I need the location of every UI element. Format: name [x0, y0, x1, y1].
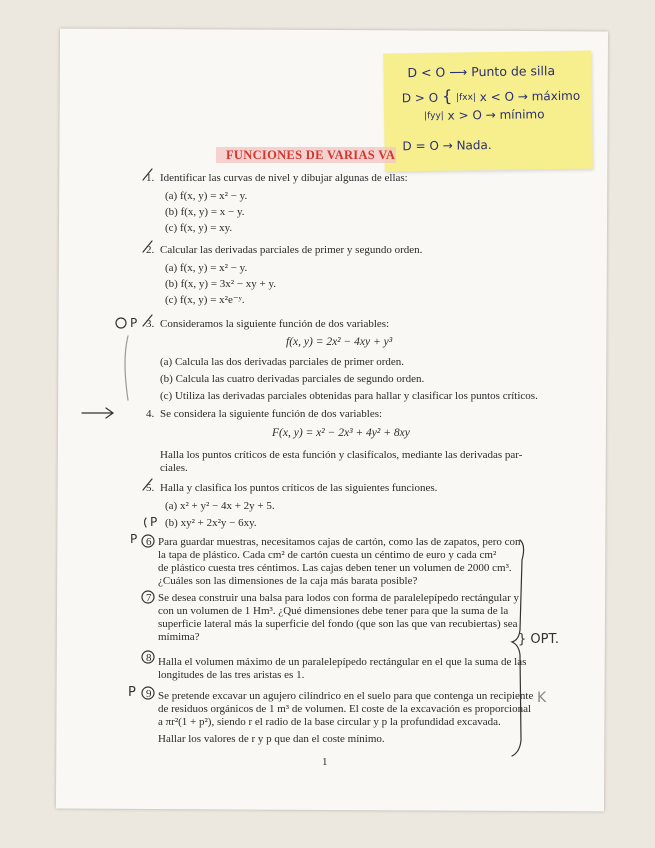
ex2-statement: Calcular las derivadas parciales de primer y segundo orden. [160, 244, 423, 256]
ex9-line1: Se pretende excavar un agujero cilíndrico en el suelo para que contenga un recipiente [158, 690, 534, 702]
page-title: FUNCIONES DE VARIAS VA [226, 148, 396, 162]
sticky-note [383, 51, 593, 172]
ex3-formula: f(x, y) = 2x² − 4xy + y³ [286, 336, 393, 348]
ex2-number: 2. [146, 244, 155, 256]
ex9-line2: de residuos orgánicos de 1 m³ de volumen. El coste de la excavación es proporcional [158, 703, 532, 715]
ex8-line1: Halla el volumen máximo de un paralelepípedo rectángular en el que la suma de las [158, 656, 527, 668]
ex9-line4: Hallar los valores de r y p que dan el coste mínimo. [158, 733, 385, 745]
ex6-line4: ¿Cuáles son las dimensiones de la caja más barata posible? [158, 575, 418, 587]
page-number: 1 [322, 756, 328, 768]
ex4-line1: Halla los puntos críticos de esta función y clasifícalos, mediante las derivadas par- [160, 449, 523, 461]
sticky-det-fxx: |fxx| [455, 92, 476, 103]
k-mark: K [537, 690, 547, 706]
sticky-line-max: D > O { |fxx| x < O → máximo [401, 86, 581, 106]
p-mark-ex6: P [130, 532, 138, 546]
opt-annotation: } OPT. [518, 632, 560, 647]
ex1-item-b: (b) f(x, y) = x − y. [165, 206, 245, 218]
ex3-item-a: (a) Calcula las dos derivadas parciales de primer orden. [160, 356, 405, 368]
ex1-item-a: (a) f(x, y) = x² − y. [165, 190, 248, 202]
p-mark-ex9: P [128, 685, 136, 700]
sticky-line-saddle: D < O ⟶ Punto de silla [407, 63, 556, 81]
sticky-line-none: D = O → Nada. [402, 137, 492, 154]
ex3-statement: Consideramos la siguiente función de dos variables: [160, 318, 390, 330]
ex7-line3: superficie lateral más la superficie del fondo (que son las que van recubiertas) sea [158, 618, 518, 630]
ex6-number: 6 [146, 536, 152, 548]
sticky-line-min [424, 107, 545, 123]
ex9-line3: a πr²(1 + p²), siendo r el radio de la base circular y p la profundidad excavada. [158, 716, 501, 728]
p-mark-ex5b: P [150, 515, 158, 529]
ex5-item-b: (b) xy² + 2x²y − 6xy. [165, 517, 257, 529]
ex2-item-b: (b) f(x, y) = 3x² − xy + y. [165, 278, 277, 290]
sticky-min-text: x > O → mínimo [447, 107, 545, 123]
ex2-item-c: (c) f(x, y) = x²e⁻ʸ. [165, 294, 245, 306]
ex8-line2: longitudes de las tres aristas es 1. [158, 669, 305, 681]
ex8-number: 8 [146, 652, 152, 664]
ex4-line2: ciales. [160, 462, 188, 474]
ex7-number: 7 [146, 592, 152, 604]
ex6-line2: la tapa de plástico. Cada cm² de cartón cuesta un céntimo de euro y cada cm² [158, 549, 497, 561]
ex7-line1: Se desea construir una balsa para lodos con forma de paralelepípedo rectángular y [158, 592, 520, 604]
ex7-line2: con un volumen de 1 Hm³. ¿Qué dimensiones debe tener para que la suma de la [158, 605, 509, 617]
ex3-number: 3. [146, 318, 155, 330]
ex5-statement: Halla y clasifica los puntos críticos de las siguientes funciones. [160, 482, 438, 494]
ex4-statement: Se considera la siguiente función de dos variables: [160, 408, 383, 420]
ex6-line1: Para guardar muestras, necesitamos cajas de cartón, como las de zapatos, pero con [158, 536, 521, 548]
ex4-number: 4. [146, 408, 155, 420]
sticky-d-positive: D > O [401, 90, 439, 106]
ex2-item-a: (a) f(x, y) = x² − y. [165, 262, 248, 274]
ex9-number: 9 [146, 688, 152, 700]
ex5-number: 5. [146, 482, 155, 494]
sticky-det-fyy: |fyy| [423, 111, 444, 122]
ex1-item-c: (c) f(x, y) = xy. [165, 222, 233, 234]
ex4-formula: F(x, y) = x² − 2x³ + 4y² + 8xy [272, 427, 410, 439]
ex3-item-c: (c) Utiliza las derivadas parciales obtenidas para hallar y clasificar los puntos críticos. [160, 390, 538, 402]
ex7-line4: mímima? [158, 631, 200, 643]
ex1-number: 1. [146, 172, 155, 184]
p-mark-ex3: P [130, 316, 138, 330]
ex6-line3: de plástico cuesta tres céntimos. Las cajas deben tener un volumen de 2000 cm³. [158, 562, 512, 574]
ex1-statement: Identificar las curvas de nivel y dibujar algunas de ellas: [160, 172, 408, 184]
ex3-item-b: (b) Calcula las cuatro derivadas parciales de segundo orden. [160, 373, 425, 385]
sticky-max-text: x < O → máximo [479, 88, 581, 105]
ex5-item-a: (a) x² + y² − 4x + 2y + 5. [165, 500, 275, 512]
